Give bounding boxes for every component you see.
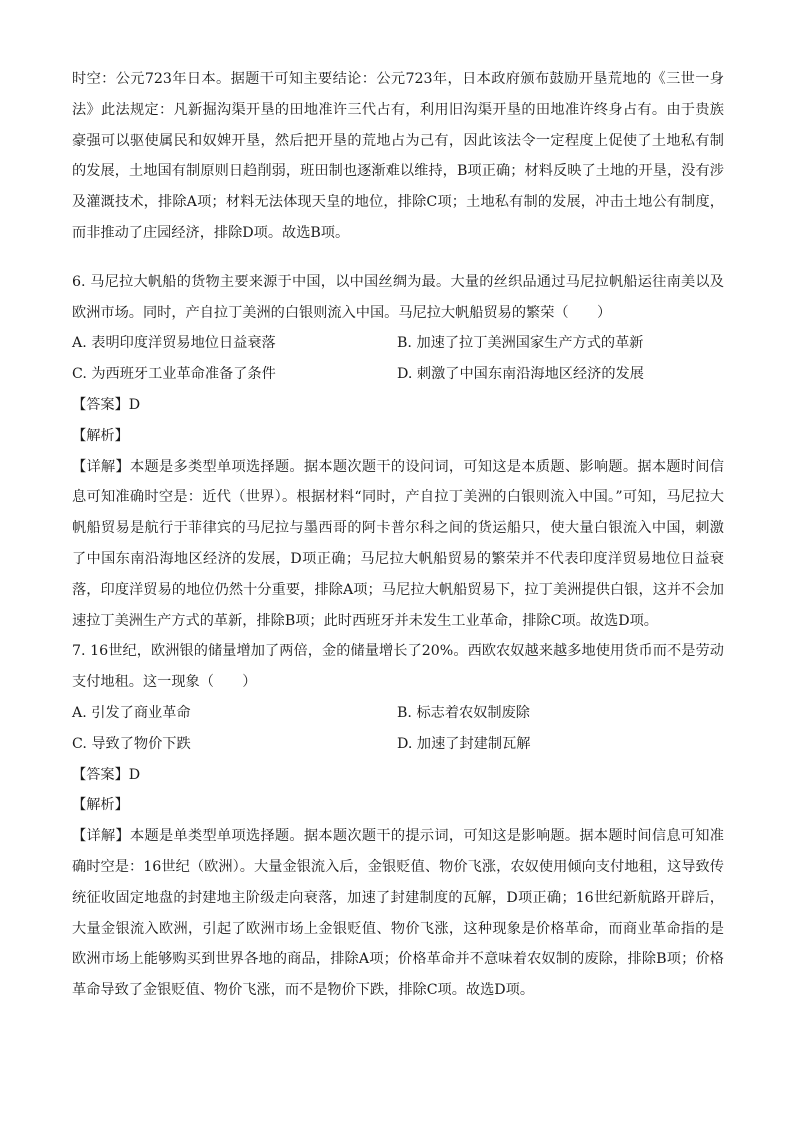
q7-options [72, 698, 724, 760]
q6-option-d: D. 刺激了中国东南沿海地区经济的发展 [397, 366, 644, 383]
q5-explanation: 时空：公元723年日本。据题干可知主要结论：公元723年，日本政府颁布鼓励开垦荒地的《三世一身法》此法规定：凡新掘沟渠开垦的田地准许三代占有，利用旧沟渠开垦的田地准许终身占有。由于贵族豪强可以驱使属民和奴婢开垦，然后把开垦的荒地占为己有，因此该法令一定程度上促使了土地私有制的发展，土地国有制原则日趋削弱，班田制也逐渐难以维持，B项正确；材料反映了土地的开垦，没有涉及灌溉技术，排除A项；材料无法体现天皇的地位，排除C项；土地私有制的发展，冲击土地公有制度，而非推动了庄园经济，排除D项。故选B项。 [72, 71, 724, 241]
q7-detail: 【详解】本题是单类型单项选择题。据本题次题干的提示词，可知这是影响题。据本题时间信息可知准确时空是：16世纪（欧洲）。大量金银流入后，金银贬值、物价飞涨，农奴使用倾向支付地租，这导致传统征收固定地盘的封建地主阶级走向衰落，加速了封建制度的瓦解，D项正确；16世纪新航路开辟后，大量金银流入欧洲，引起了欧洲市场上金银贬值、物价飞涨，这种现象是价格革命，而商业革命指的是欧洲市场上能够购买到世界各地的商品，排除A项；价格革命并不意味着农奴制的废除，排除B项；价格革命导致了金银贬值、物价飞涨，而不是物价下跌，排除C项。故选D项。 [72, 828, 724, 999]
document-page [72, 64, 724, 1006]
q6-answer: 【答案】D [72, 396, 141, 413]
q7-option-a: A. 引发了商业革命 [72, 704, 191, 721]
q7-option-b: B. 标志着农奴制废除 [397, 704, 530, 721]
spacer [72, 249, 724, 267]
q6-stem: 6. 马尼拉大帆船的货物主要来源于中国，以中国丝绸为最。大量的丝织品通过马尼拉帆船运往南美以及欧洲市场。同时，产自拉丁美洲的白银则流入中国。马尼拉大帆船贸易的繁荣（ ） [72, 273, 724, 321]
q6-analysis-label: 【解析】 [72, 427, 129, 444]
q7-option-d: D. 加速了封建制瓦解 [397, 735, 531, 752]
q7-option-c: C. 导致了物价下跌 [72, 735, 191, 752]
q6-option-b: B. 加速了拉丁美洲国家生产方式的革新 [397, 335, 644, 352]
q6-option-a: A. 表明印度洋贸易地位日益衰落 [72, 335, 276, 352]
q7-stem: 7. 16世纪，欧洲银的储量增加了两倍，金的储量增长了20%。西欧农奴越来越多地使用货币而不是劳动支付地租。这一现象（ ） [72, 643, 724, 691]
q6-options [72, 328, 724, 390]
q7-answer: 【答案】D [72, 766, 141, 783]
q7-analysis-label: 【解析】 [72, 797, 129, 814]
q6-option-c: C. 为西班牙工业革命准备了条件 [72, 366, 276, 383]
q6-detail: 【详解】本题是多类型单项选择题。据本题次题干的设问词，可知这是本质题、影响题。据本题时间信息可知准确时空是：近代（世界）。根据材料“同时，产自拉丁美洲的白银则流入中国。”可知，马尼拉大帆船贸易是航行于菲律宾的马尼拉与墨西哥的阿卡普尔科之间的货运船只，使大量白银流入中国，刺激了中国东南沿海地区经济的发展，D项正确；马尼拉大帆船贸易的繁荣并不代表印度洋贸易地位日益衰落，印度洋贸易的地位仍然十分重要，排除A项；马尼拉大帆船贸易下，拉丁美洲提供白银，这并不会加速拉丁美洲生产方式的革新，排除B项；此时西班牙并未发生工业革命，排除C项。故选D项。 [72, 458, 724, 629]
